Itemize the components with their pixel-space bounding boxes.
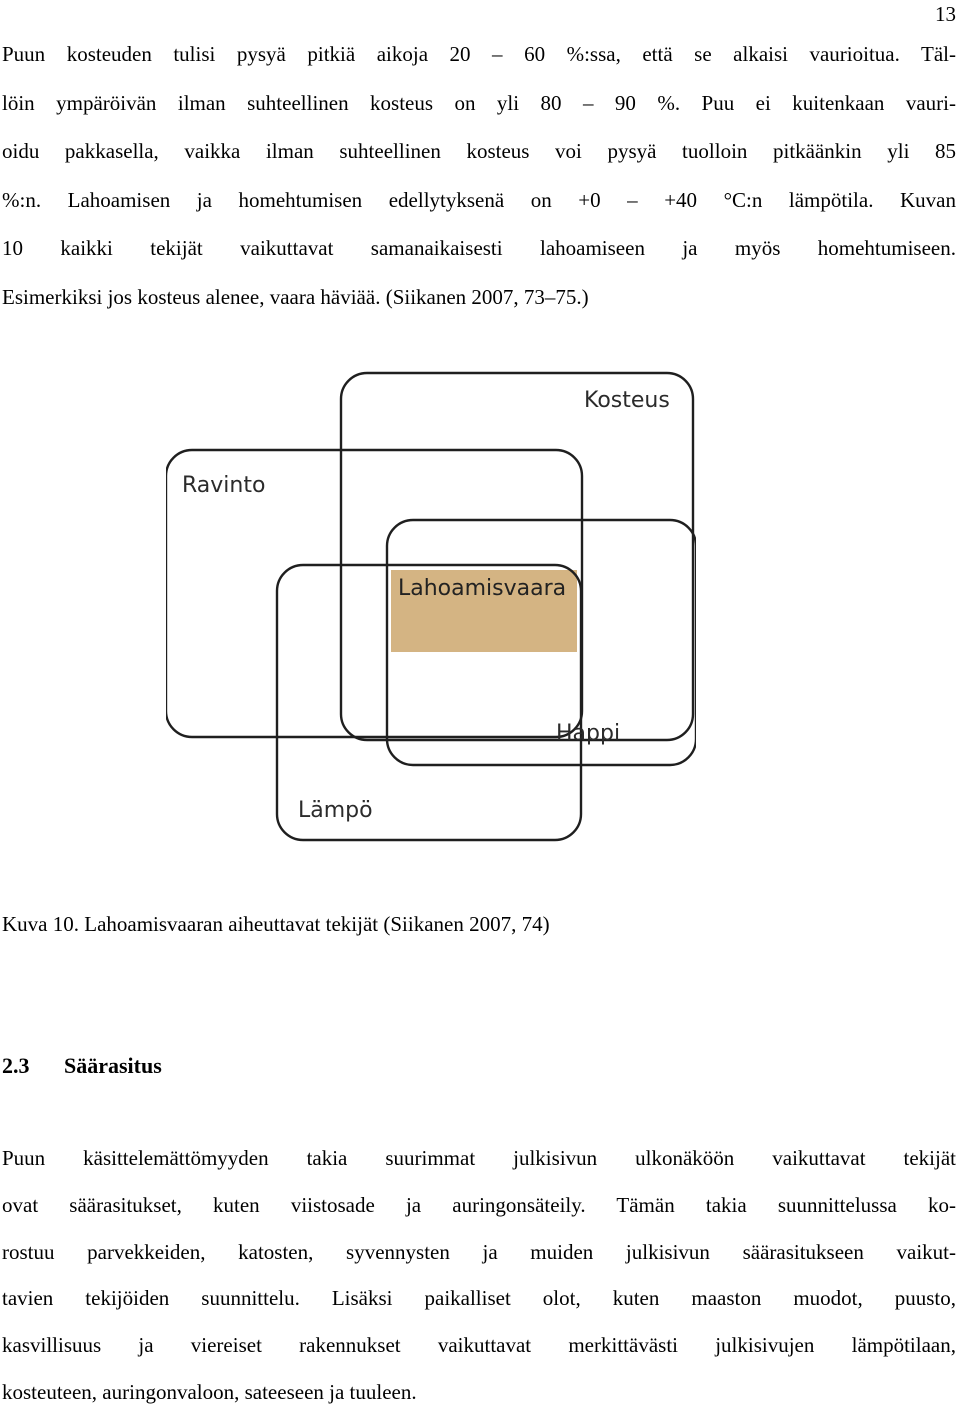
ravinto-label: Ravinto [182, 473, 266, 498]
body-paragraph-2 [2, 1135, 956, 1416]
kosteus-label: Kosteus [584, 388, 670, 413]
diagram-svg [166, 370, 696, 845]
paragraph-line: rostuu parvekkeiden, katosten, syvennysten ja muiden julkisivun säärasitukseen vaikut- [2, 1239, 956, 1264]
lampo-label: Lämpö [298, 798, 373, 823]
paragraph-line: Puun kosteuden tulisi pysyä pitkiä aikoja 20 – 60 %:ssa, että se alkaisi vaurioitua. Täl- [2, 42, 956, 66]
happi-label-visible: Happi [556, 721, 621, 746]
paragraph-line: Puun käsittelemättömyyden takia suurimmat julkisivun ulkonäköön vaikuttavat tekijät [2, 1146, 956, 1170]
paragraph-line: oidu pakkasella, vaikka ilman suhteellinen kosteus voi pysyä tuolloin pitkäänkin yli 85 [2, 139, 956, 164]
paragraph-line: %:n. Lahoamisen ja homehtumisen edellytyksenä on +0 – +40 °C:n lämpötila. Kuvan [2, 187, 956, 212]
paragraph-line: löin ympäröivän ilman suhteellinen kosteus on yli 80 – 90 %. Puu ei kuitenkaan vauri- [2, 90, 956, 115]
paragraph-line: ovat säärasitukset, kuten viistosade ja auringonsäteily. Tämän takia suunnittelussa ko- [2, 1192, 956, 1217]
section-heading [2, 1053, 162, 1079]
paragraph-line: kosteuteen, auringonvaloon, sateeseen ja tuuleen. [2, 1379, 417, 1404]
paragraph-line: Esimerkiksi jos kosteus alenee, vaara häviää. (Siikanen 2007, 73–75.) [2, 284, 589, 309]
paragraph-line: tavien tekijöiden suunnittelu. Lisäksi paikalliset olot, kuten maaston muodot, puusto, [2, 1286, 956, 1311]
body-paragraph-1 [2, 30, 956, 322]
page-number: 13 [935, 2, 956, 26]
section-number: 2.3 [2, 1053, 30, 1078]
figure-caption: Kuva 10. Lahoamisvaaran aiheuttavat tekijät (Siikanen 2007, 74) [2, 912, 550, 936]
paragraph-line: 10 kaikki tekijät vaikuttavat samanaikaisesti lahoamiseen ja myös homehtumiseen. [2, 236, 956, 261]
section-title: Säärasitus [64, 1053, 162, 1078]
kosteus-box [341, 373, 693, 740]
paragraph-line: kasvillisuus ja viereiset rakennukset vaikuttavat merkittävästi julkisivujen lämpötilaan, [2, 1333, 956, 1358]
lahoamisvaara-label: Lahoamisvaara [398, 576, 567, 601]
decay-risk-diagram [166, 370, 696, 845]
